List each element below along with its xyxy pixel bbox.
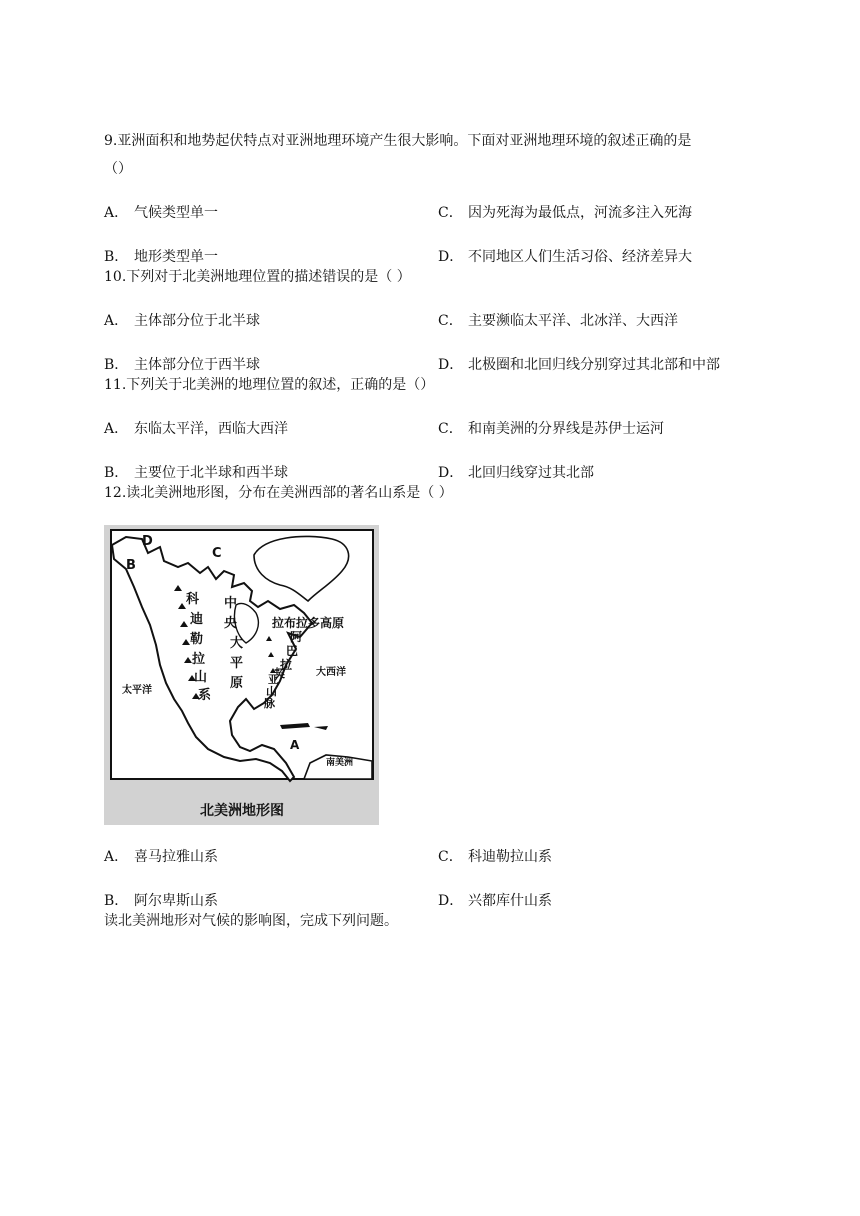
- option-text: 北极圈和北回归线分别穿过其北部和中部: [468, 357, 720, 373]
- option-text: 主体部分位于西半球: [134, 357, 260, 373]
- option-text: 科迪勒拉山系: [468, 849, 552, 865]
- option-key: A．: [104, 313, 129, 329]
- svg-text:山: 山: [266, 685, 277, 698]
- option-text: 喜马拉雅山系: [134, 849, 218, 865]
- option-key: A．: [104, 849, 129, 865]
- option-text: 地形类型单一: [134, 249, 218, 265]
- option-key: D．: [438, 893, 464, 909]
- option-text: 东临太平洋，西临大西洋: [134, 421, 288, 437]
- q9-stem: 9.亚洲面积和地势起伏特点对亚洲地理环境产生很大影响。下面对亚洲地理环境的叙述正确的是: [104, 133, 692, 149]
- q9-option-b[interactable]: [104, 248, 218, 266]
- option-key: D．: [438, 465, 464, 481]
- q10-stem: 10.下列对于北美洲地理位置的描述错误的是（ ）: [104, 269, 411, 285]
- q11-option-d[interactable]: [438, 464, 594, 482]
- option-key: C．: [438, 205, 463, 221]
- svg-text:科: 科: [186, 592, 200, 607]
- option-text: 气候类型单一: [134, 205, 218, 221]
- south-america-label: 南美洲: [326, 758, 354, 768]
- option-key: B．: [104, 893, 129, 909]
- label-c: C: [212, 546, 222, 561]
- option-key: C．: [438, 421, 463, 437]
- svg-text:系: 系: [198, 688, 212, 703]
- pacific-label: 太平洋: [122, 685, 152, 696]
- map-caption: 北美洲地形图: [200, 803, 284, 819]
- option-key: B．: [104, 249, 129, 265]
- option-key: A．: [104, 205, 129, 221]
- q11-stem: 11.下列关于北美洲的地理位置的叙述，正确的是（）: [104, 377, 435, 393]
- option-key: B．: [104, 465, 129, 481]
- q11-option-b[interactable]: [104, 464, 288, 482]
- svg-text:亚: 亚: [268, 673, 279, 686]
- option-text: 主体部分位于北半球: [134, 313, 260, 329]
- option-key: C．: [438, 313, 463, 329]
- option-text: 主要濒临太平洋、北冰洋、大西洋: [468, 313, 678, 329]
- svg-text:拉: 拉: [192, 652, 206, 667]
- option-text: 不同地区人们生活习俗、经济差异大: [468, 249, 692, 265]
- north-america-terrain-map: [104, 525, 379, 825]
- label-d: D: [142, 534, 153, 549]
- option-key: C．: [438, 849, 463, 865]
- q11-option-a[interactable]: [104, 420, 288, 438]
- option-text: 和南美洲的分界线是苏伊士运河: [468, 421, 664, 437]
- svg-text:大: 大: [230, 636, 244, 651]
- svg-text:拉: 拉: [280, 658, 293, 672]
- q10-option-a[interactable]: [104, 312, 260, 330]
- q9-option-a[interactable]: [104, 204, 218, 222]
- svg-text:山: 山: [194, 670, 208, 685]
- q12-option-b[interactable]: [104, 892, 218, 910]
- svg-text:阿: 阿: [290, 630, 303, 644]
- label-a: A: [290, 738, 300, 752]
- option-key: B．: [104, 357, 129, 373]
- svg-text:勒: 勒: [190, 632, 204, 647]
- svg-text:原: 原: [230, 676, 244, 691]
- svg-text:迪: 迪: [190, 612, 204, 627]
- q12-option-a[interactable]: [104, 848, 218, 866]
- svg-text:平: 平: [230, 656, 244, 671]
- q9-option-c[interactable]: [438, 204, 692, 222]
- q12-option-d[interactable]: [438, 892, 552, 910]
- q10-option-b[interactable]: [104, 356, 260, 374]
- option-text: 阿尔卑斯山系: [134, 893, 218, 909]
- option-text: 主要位于北半球和西半球: [134, 465, 288, 481]
- option-key: D．: [438, 249, 464, 265]
- option-text: 北回归线穿过其北部: [468, 465, 594, 481]
- q9-stem-cont: （）: [104, 161, 132, 177]
- svg-text:中: 中: [224, 596, 238, 611]
- option-key: D．: [438, 357, 464, 373]
- option-text: 兴都库什山系: [468, 893, 552, 909]
- atlantic-label: 大西洋: [316, 667, 346, 678]
- label-b: B: [126, 558, 136, 573]
- q12-option-c[interactable]: [438, 848, 552, 866]
- q12-stem: 12.读北美洲地形图，分布在美洲西部的著名山系是（ ）: [104, 485, 453, 501]
- svg-text:巴: 巴: [286, 644, 299, 658]
- labrador-plateau-label: 拉布拉多高原: [272, 616, 345, 630]
- svg-text:脉: 脉: [264, 697, 275, 710]
- footer-instruction: 读北美洲地形对气候的影响图，完成下列问题。: [104, 913, 398, 929]
- q10-option-d[interactable]: [438, 356, 720, 374]
- q10-option-c[interactable]: [438, 312, 678, 330]
- option-key: A．: [104, 421, 129, 437]
- q11-option-c[interactable]: [438, 420, 664, 438]
- svg-text:央: 央: [224, 616, 238, 631]
- option-text: 因为死海为最低点，河流多注入死海: [468, 205, 692, 221]
- svg-text:契: 契: [274, 667, 285, 680]
- q9-option-d[interactable]: [438, 248, 692, 266]
